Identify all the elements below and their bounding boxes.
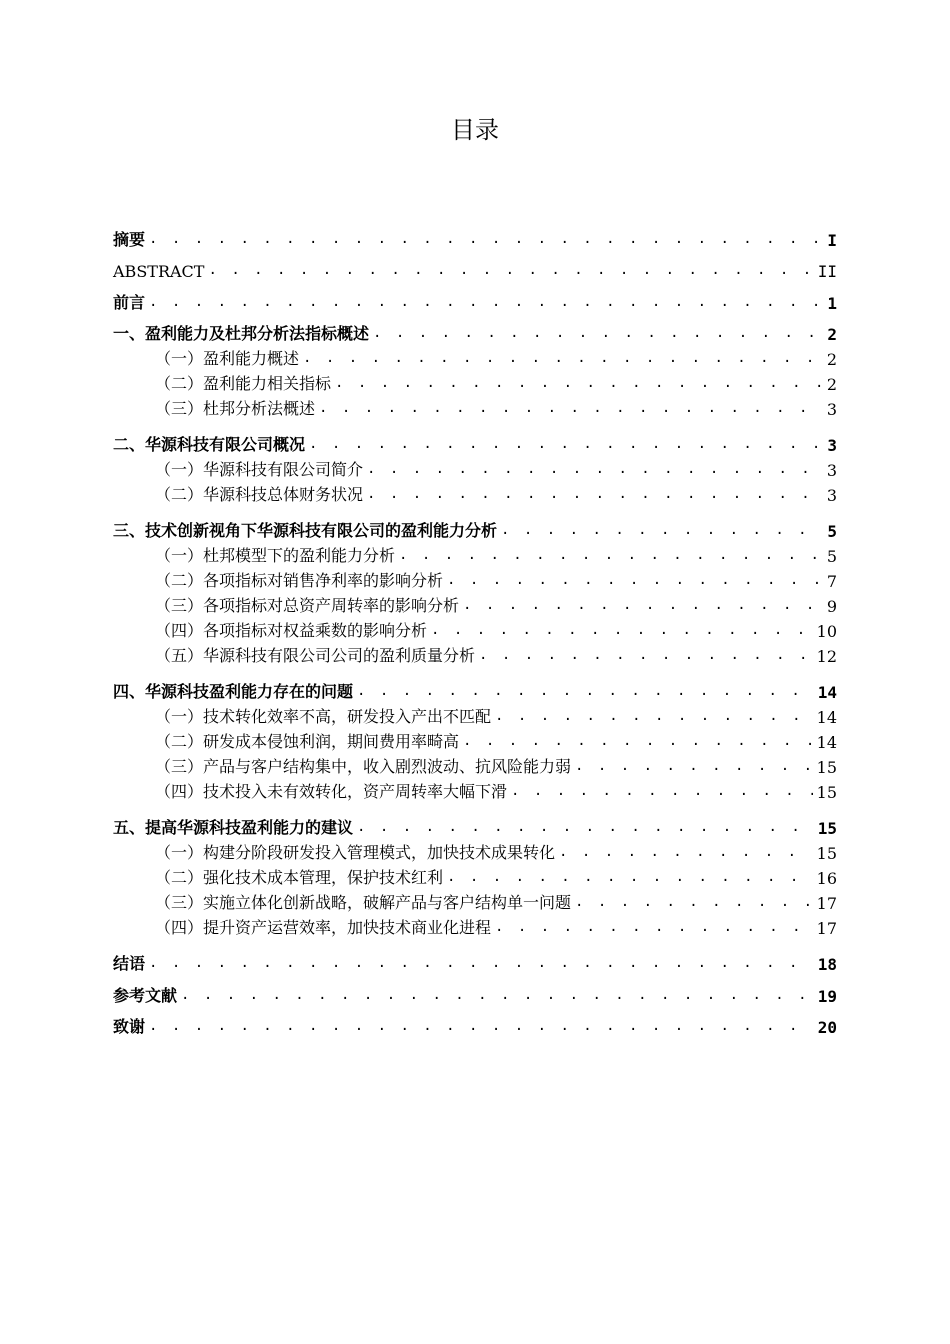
toc-page-number: 7	[826, 572, 837, 591]
toc-page-number: 10	[816, 622, 837, 641]
toc-dot-leader	[575, 893, 813, 913]
toc-dot-leader	[447, 868, 813, 888]
toc-dot-leader	[181, 986, 814, 1006]
toc-entry-label: 前言	[113, 292, 146, 312]
toc-entry-label: （二）强化技术成本管理，保护技术红利	[155, 868, 444, 887]
toc-entry-label: 华源科技盈利能力存在的问题	[145, 682, 354, 701]
toc-subentry[interactable]	[113, 888, 837, 913]
toc-dot-leader	[149, 293, 823, 313]
toc-subentry[interactable]	[113, 344, 837, 369]
toc-entry-label: 盈利能力及杜邦分析法指标概述	[145, 324, 370, 343]
table-of-contents	[113, 218, 837, 1037]
toc-entry-label: （一）华源科技有限公司简介	[155, 460, 364, 479]
toc-subentry[interactable]	[113, 752, 837, 777]
toc-subentry[interactable]	[113, 838, 837, 863]
toc-entry-label: 结语	[113, 954, 146, 973]
toc-entry[interactable]	[113, 938, 837, 974]
page-title: 目录	[451, 116, 499, 144]
toc-entry-label: （三）各项指标对总资产周转率的影响分析	[155, 596, 460, 615]
toc-entry-label: 技术创新视角下华源科技有限公司的盈利能力分析	[145, 521, 498, 540]
toc-subentry[interactable]	[113, 369, 837, 394]
toc-subentry[interactable]	[113, 616, 837, 641]
toc-page-number: 12	[816, 647, 837, 666]
toc-entry[interactable]	[113, 250, 837, 282]
toc-entry-label: （三）产品与客户结构集中，收入剧烈波动、抗风险能力弱	[155, 757, 572, 776]
toc-dot-leader	[559, 843, 813, 863]
toc-page-number: 20	[817, 1018, 837, 1037]
toc-entry-label: ABSTRACT	[113, 262, 205, 281]
toc-entry[interactable]	[113, 1006, 837, 1038]
toc-subentry[interactable]	[113, 541, 837, 566]
toc-page-number: 15	[816, 844, 837, 863]
toc-entry-label: （三）杜邦分析法概述	[155, 399, 316, 418]
toc-page-number: I	[827, 230, 837, 250]
toc-subentry[interactable]	[113, 727, 837, 752]
toc-page-number: 14	[817, 683, 837, 702]
toc-entry-number: 三、	[113, 521, 146, 540]
toc-subentry[interactable]	[113, 777, 837, 802]
toc-subentry[interactable]	[113, 913, 837, 938]
toc-entry-label: （四）技术投入未有效转化，资产周转率大幅下滑	[155, 782, 508, 801]
toc-subentry[interactable]	[113, 591, 837, 616]
toc-dot-leader	[367, 460, 823, 480]
toc-page-number: 14	[816, 708, 837, 727]
toc-entry[interactable]	[113, 802, 837, 838]
toc-dot-leader	[447, 571, 823, 591]
toc-entry[interactable]	[113, 313, 837, 345]
toc-dot-leader	[373, 324, 823, 344]
toc-dot-leader	[399, 546, 823, 566]
toc-dot-leader	[495, 707, 813, 727]
toc-entry[interactable]	[113, 419, 837, 455]
toc-dot-leader	[149, 1017, 814, 1037]
toc-page-number: 3	[826, 486, 837, 505]
toc-page-number: 16	[816, 869, 837, 888]
toc-page-number: II	[817, 262, 837, 281]
toc-page-number: 3	[827, 436, 837, 455]
toc-dot-leader	[575, 757, 813, 777]
toc-entry-label: （二）各项指标对销售净利率的影响分析	[155, 571, 444, 590]
toc-dot-leader	[149, 230, 823, 250]
toc-entry[interactable]	[113, 666, 837, 702]
toc-page-number: 14	[816, 733, 837, 752]
toc-entry-label: （一）技术转化效率不高，研发投入产出不匹配	[155, 707, 492, 726]
toc-entry-label: （二）盈利能力相关指标	[155, 374, 332, 393]
toc-page-number: 15	[816, 758, 837, 777]
toc-dot-leader	[431, 621, 813, 641]
toc-page-number: 17	[816, 919, 837, 938]
toc-entry[interactable]	[113, 974, 837, 1006]
toc-page-number: 9	[826, 597, 837, 616]
toc-dot-leader	[463, 596, 823, 616]
toc-entry-label: 参考文献	[113, 985, 178, 1005]
toc-dot-leader	[479, 646, 813, 666]
toc-entry-label: （四）各项指标对权益乘数的影响分析	[155, 621, 428, 640]
toc-entry-label: （一）杜邦模型下的盈利能力分析	[155, 546, 396, 565]
toc-entry-number: 二、	[113, 435, 146, 454]
toc-page-number: 3	[826, 461, 837, 480]
toc-entry-number: 一、	[113, 324, 146, 343]
toc-page-number: 15	[817, 819, 837, 838]
toc-entry-label: （五）华源科技有限公司公司的盈利质量分析	[155, 646, 476, 665]
toc-subentry[interactable]	[113, 480, 837, 505]
toc-subentry[interactable]	[113, 641, 837, 666]
toc-dot-leader	[357, 682, 814, 702]
toc-subentry[interactable]	[113, 455, 837, 480]
toc-dot-leader	[501, 521, 823, 541]
toc-subentry[interactable]	[113, 702, 837, 727]
toc-page-number: 19	[817, 986, 837, 1006]
toc-page-number: 2	[826, 350, 837, 369]
toc-entry[interactable]	[113, 218, 837, 250]
toc-dot-leader	[303, 349, 823, 369]
toc-entry-label: （一）构建分阶段研发投入管理模式，加快技术成果转化	[155, 843, 556, 862]
toc-entry[interactable]	[113, 505, 837, 541]
toc-page-number: 17	[816, 894, 837, 913]
toc-entry-number: 五、	[113, 818, 146, 837]
toc-entry-number: 四、	[113, 682, 146, 701]
toc-dot-leader	[495, 918, 813, 938]
toc-dot-leader	[208, 261, 813, 281]
toc-entry-label: （二）华源科技总体财务状况	[155, 485, 364, 504]
toc-dot-leader	[511, 782, 813, 802]
toc-dot-leader	[463, 732, 813, 752]
toc-page-number: 2	[826, 375, 837, 394]
toc-page-number: 5	[826, 547, 837, 566]
toc-page-number: 15	[816, 783, 837, 802]
toc-dot-leader	[309, 435, 823, 455]
toc-entry-label: 摘要	[113, 229, 146, 249]
toc-dot-leader	[357, 818, 814, 838]
toc-page-number: 3	[826, 400, 837, 419]
toc-page-number: 1	[827, 293, 837, 313]
toc-entry-label: 提高华源科技盈利能力的建议	[145, 818, 354, 837]
toc-page-number: 18	[817, 955, 837, 974]
toc-dot-leader	[319, 399, 823, 419]
toc-entry-label: 华源科技有限公司概况	[145, 435, 306, 454]
toc-entry-label: （三）实施立体化创新战略，破解产品与客户结构单一问题	[155, 893, 572, 912]
toc-page-number: 5	[827, 522, 837, 541]
toc-entry[interactable]	[113, 281, 837, 313]
toc-entry-label: 致谢	[113, 1017, 146, 1036]
toc-entry-label: （二）研发成本侵蚀利润，期间费用率畸高	[155, 732, 460, 751]
toc-entry-label: （一）盈利能力概述	[155, 349, 300, 368]
toc-dot-leader	[149, 954, 814, 974]
toc-dot-leader	[367, 485, 823, 505]
toc-subentry[interactable]	[113, 394, 837, 419]
toc-entry-label: （四）提升资产运营效率，加快技术商业化进程	[155, 918, 492, 937]
toc-subentry[interactable]	[113, 863, 837, 888]
toc-subentry[interactable]	[113, 566, 837, 591]
toc-dot-leader	[335, 374, 823, 394]
toc-page-number: 2	[827, 325, 837, 344]
